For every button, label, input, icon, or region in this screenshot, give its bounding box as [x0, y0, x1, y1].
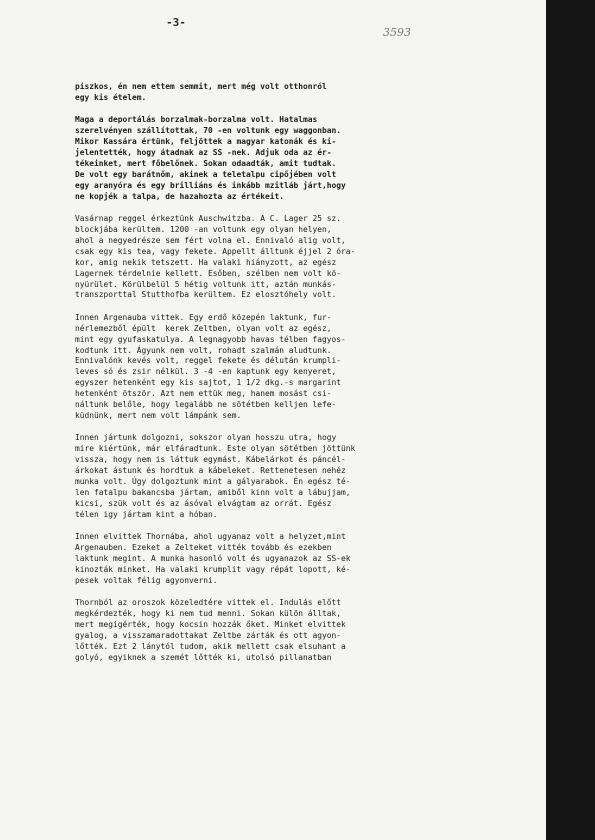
paragraph-6: Innen elvittek Thornába, ahol ugyanaz volt a helyzet,mint Argenauben. Ezeket a Zelteket vitték tovább és ezekben laktunk megint. A munka hasonló volt és ugyanazok az SS-ek kinozták minket. Ha valaki krumplit vagy répát lopott, ké- pesek voltak félig agyonverni. [75, 532, 351, 585]
paragraph-2: Maga a deportálás borzalmak-borzalma volt. Hatalmas szerelvényen szállítottak, 70 -en voltunk egy waggonban. Mikor Kassára értünk, feljöttek a magyar katonák és ki- jelentették, hogy átadnak az SS -nek. Adjuk oda az ér- tékeinket, mert főbelőnek. Sokan odaadták, amit tudtak. De volt egy barátnőm, akinek a teletalpu cipőjében volt egy aranyóra és egy brilliáns és inkább mzitláb járt,hogy ne kopjék a talpa, de hazahozta az értékeit. [75, 115, 346, 201]
page-number: -3- [166, 16, 186, 29]
archive-number-handwritten: 3593 [383, 26, 411, 39]
document-body [75, 82, 515, 675]
scan-edge-shadow [546, 0, 595, 840]
paragraph-3: Vasárnap reggel érkeztünk Auschwitzba. A C. Lager 25 sz. blockjába kerültem. 1200 -an voltunk egy olyan helyen, ahol a negyedrésze sem fért volna el. Ennivaló alig volt, csak egy kis tea, vagy fekete. Appellt álltunk éjjel 2 óra- kor, amig nekik tetszett. Ha valaki hiányzott, az egész Lagernek térdelnie kellett. Esőben, szélben nem volt kö- nyürület. Körülbelül 5 hétig voltunk itt, aztán munkás- transzporttal Stutthofba kerültem. Ez elosztóhely volt. [75, 214, 356, 300]
paragraph-7: Thornból az oroszok közeledtére vittek el. Indulás előtt megkérdezték, hogy ki nem tud menni. Sokan külön álltak, mert megigérték, hogy kocsin hozzák őket. Minket elvittek gyalog, a visszamaradottakat Zeltbe zárták és ott agyon- lőtték. Ezt 2 lánytól tudom, akik mellett csak elsuhant a golyó, egyiknek a szemét lőtték ki, utolsó pillanatban [75, 598, 346, 662]
paragraph-4: Innen Argenauba vittek. Egy erdő közepén laktunk, fur- nérlemezből épült kerek Zeltben, olyan volt az egész, mint egy gyufaskatulya. A legnagyobb havas télben fagyos- kodtunk itt. Ágyunk nem volt, rohadt szalmán aludtunk. Ennivalónk kevés volt, reggel fekete és délután krumpli- leves só és zsir nélkül. 3 -4 -en kaptunk egy kenyeret, egyszer hetenként egy kis sajtot, 1 1/2 dkg.-s margarint hetenként ötször. Azt nem ettük meg, hanem mosást csi- náltunk belőle, hogy legalább ne sötétben kelljen lefe- küdnünk, mert nem volt lámpánk sem. [75, 312, 346, 420]
paragraph-5: Innen jártunk dolgozni, sokszor olyan hosszu utra, hogy mire kiértünk, már elfáradtunk. Este olyan sötétben jöttünk vissza, hogy nem is láttuk egymást. Kábelárkot és páncél- árkokat ástunk és hordtuk a kábeleket. Rettenetesen nehéz munka volt. Úgy dolgoztunk mint a gályarabok. Én egész té- len fatalpu bakancsba jártam, amiből kinn volt a lábujjam, kicsi, szük volt és az ásóval elvágtam az orrát. Egész télen igy jártam kint a hóban. [75, 433, 356, 519]
paragraph-1: piszkos, én nem ettem semmit, mert még volt otthonról egy kis ételem. [75, 82, 327, 102]
